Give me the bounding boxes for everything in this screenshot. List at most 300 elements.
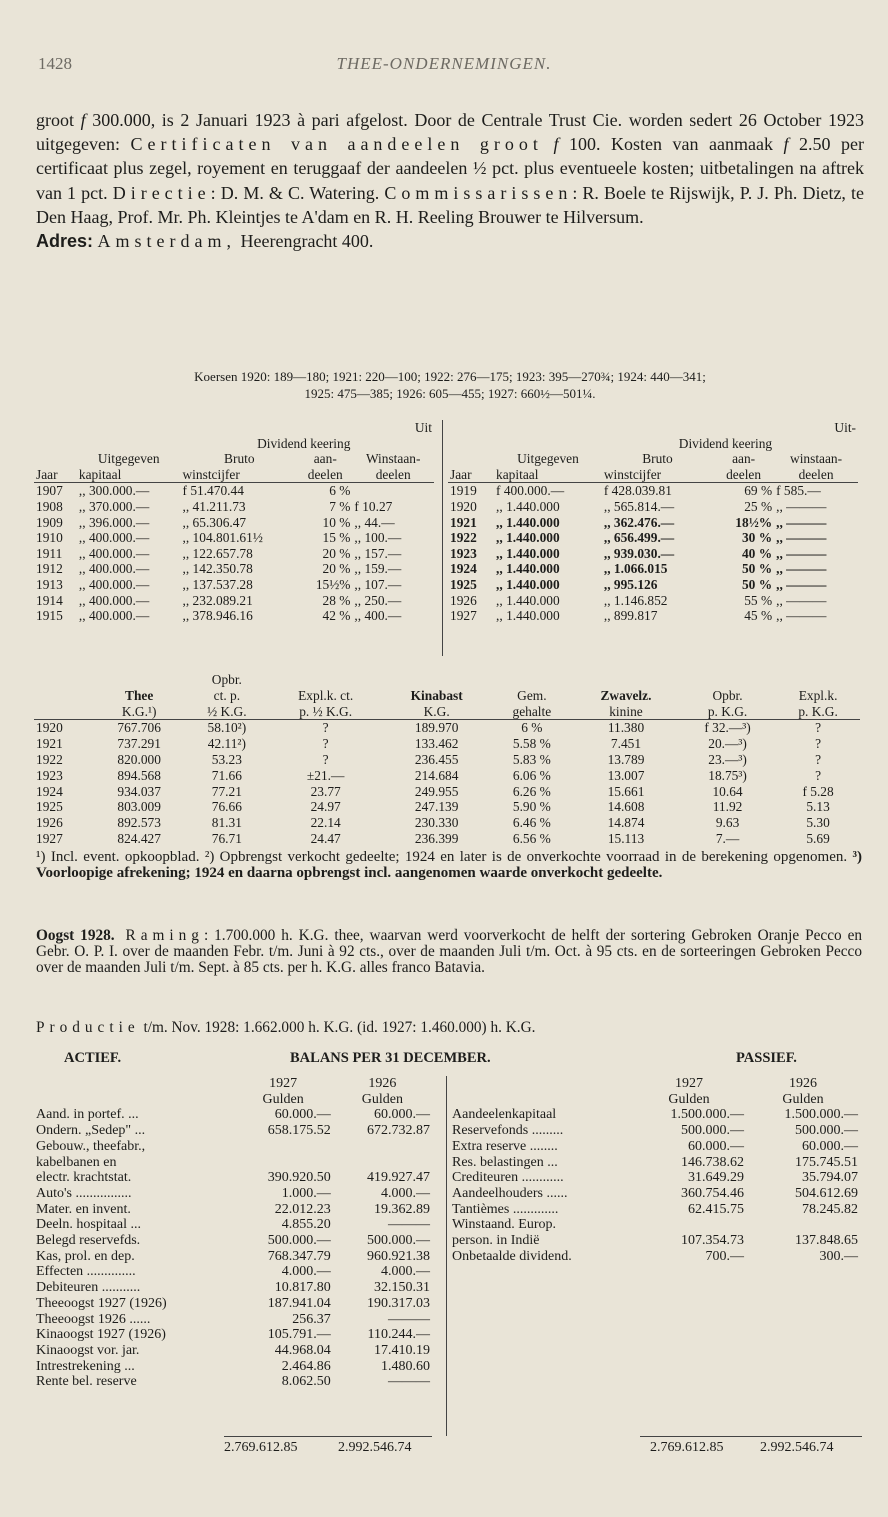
table-row: [34, 515, 434, 531]
value-cell: 76.66: [211, 799, 242, 815]
value-cell: 5.90 %: [512, 799, 551, 815]
value-1926: 110.244.—: [367, 1327, 430, 1343]
value-1927: 700.—: [705, 1248, 744, 1264]
value-1926: 190.317.03: [367, 1295, 430, 1311]
item-label: Aandeelenkapitaal: [452, 1107, 557, 1123]
table-row: [34, 1186, 432, 1202]
table-row: [450, 1107, 860, 1123]
year-cell: 1924: [450, 561, 477, 577]
capital-cell: ,, 1.440.000: [496, 545, 560, 561]
value-cell: 6.56 %: [512, 830, 551, 846]
item-label: Aandeelhouders ......: [452, 1185, 568, 1201]
value-1927: 768.347.79: [267, 1248, 331, 1264]
value-1926: [746, 1217, 860, 1233]
header-cell: Uit-: [834, 420, 856, 435]
item-label: Ondern. „Sedep" ...: [36, 1123, 146, 1139]
value-1927: [632, 1217, 746, 1233]
profit-cell: ,, 41.211.73: [182, 498, 246, 514]
value-1926: ———: [388, 1311, 430, 1327]
item-label: electr. krachtstat.: [36, 1170, 132, 1186]
profit-cell: f 51.470.44: [182, 483, 244, 499]
value-cell: 24.47: [310, 830, 341, 846]
table-row: [34, 1374, 432, 1390]
founders-share-cell: ,, ———: [776, 530, 827, 546]
header-cell: [494, 436, 602, 452]
table-row: [448, 515, 858, 531]
value-1927: 500.000.—: [681, 1123, 744, 1139]
value-cell: f 5.28: [802, 783, 834, 799]
value-cell: 249.955: [414, 783, 459, 799]
capital-cell: ,, 1.440.000: [496, 530, 560, 546]
year-cell: 1927: [36, 830, 63, 846]
year-cell: 1925: [36, 799, 63, 815]
header-cell: Dividend keering: [678, 435, 773, 451]
table-row: [34, 1107, 432, 1123]
header-cell: [774, 436, 858, 452]
founders-share-cell: [352, 483, 434, 499]
item-label: Theeoogst 1926 ......: [36, 1311, 151, 1327]
value-cell: 71.66: [211, 767, 242, 783]
item-label: Debiteuren ...........: [36, 1280, 141, 1296]
header-cell: Expl.k. ct.: [298, 687, 354, 703]
value-1926: 32.150.31: [374, 1280, 430, 1296]
value-cell: 53.23: [211, 751, 242, 767]
table-row: [34, 561, 434, 577]
profit-cell: ,, 1.066.015: [603, 561, 668, 577]
item-label: Tantièmes .............: [452, 1201, 559, 1217]
header-cell: [34, 672, 93, 688]
value-cell: 236.399: [414, 830, 459, 846]
value-1926: ———: [388, 1374, 430, 1390]
header-cell: deelen: [726, 466, 762, 482]
table-row: [34, 483, 434, 499]
item-label: Kinaoogst vor. jar.: [36, 1342, 140, 1358]
header-cell: [352, 436, 434, 452]
table-row: [34, 1312, 432, 1328]
value-cell: 5.30: [806, 815, 830, 831]
header-cell: aan-: [313, 451, 337, 467]
intro-paragraph: groot f 300.000, is 2 Januari 1923 à pari afgelost. Door de Centrale Trust Cie. worden sedert 26 October 1923 uitgegeven: Certificaten van aandeelen groot f 100. Kosten van aanmaak f 2.50 per certificaat plus zegel, royement en teruggaaf der aandeelen ½ pct. plus eventueele kosten; uitbetalingen na aftrek van 1 pct. Directie: D. M. & C. Watering. Commissarissen: R. Boele te Rijswijk, P. J. Ph. Dietz, te Den Haag, Prof. Mr. Ph. Kleintjes te A'dam en R. H. Reeling Brouwer te Hilversum. Adres: Amsterdam, Heerengracht 400.: [36, 110, 865, 252]
header-cell: K.G.¹): [121, 703, 157, 719]
value-cell: 13.789: [607, 751, 645, 767]
year-cell: 1926: [450, 592, 477, 608]
item-label: Kas, prol. en dep.: [36, 1248, 135, 1264]
year-cell: 1921: [36, 736, 63, 752]
header-cell: deelen: [375, 466, 411, 482]
header-cell: [181, 420, 299, 436]
header-cell: [448, 436, 494, 452]
running-title: THEE-ONDERNEMINGEN.: [336, 54, 552, 73]
dividend-cell: 45 %: [744, 608, 773, 624]
profit-cell: ,, 939.030.—: [603, 545, 675, 561]
table-row: [450, 1217, 860, 1233]
total-assets-1927: 2.769.612.85: [224, 1440, 298, 1455]
value-cell: 5.69: [806, 830, 830, 846]
header-cell: Bruto: [224, 451, 255, 467]
value-1927: 62.415.75: [688, 1201, 744, 1217]
dividend-cell: 10 %: [322, 514, 351, 530]
dividend-cell: 6 %: [329, 483, 351, 499]
value-1926: 19.362.89: [374, 1201, 430, 1217]
header-cell: [34, 1076, 233, 1092]
capital-cell: ,, 1.440.000: [496, 498, 560, 514]
dividend-cell: 15 %: [322, 530, 351, 546]
value-cell: 824.427: [117, 830, 161, 846]
value-1926: [333, 1155, 432, 1171]
table-row: [34, 1170, 432, 1186]
dividend-cell: 55 %: [744, 592, 773, 608]
founders-share-cell: ,, 157.—: [354, 545, 402, 561]
table-row: [448, 530, 858, 546]
column-divider: [442, 420, 443, 656]
founders-share-cell: f 585.—: [776, 483, 821, 499]
value-1926: 300.—: [819, 1248, 858, 1264]
balance-heading: [36, 1050, 862, 1070]
item-label: Extra reserve ........: [452, 1138, 558, 1154]
header-cell: Expl.k.: [798, 687, 838, 703]
value-cell: 214.684: [414, 767, 459, 783]
balance-assets: [34, 1076, 432, 1390]
header-cell: Uit: [414, 420, 432, 435]
table-row: [34, 546, 434, 562]
value-1927: [233, 1155, 332, 1171]
value-1927: 4.855.20: [281, 1217, 331, 1233]
dividend-cell: 25 %: [744, 498, 773, 514]
value-cell: f 32.—³): [704, 720, 751, 736]
value-cell: 58.10²): [207, 720, 247, 736]
profit-cell: ,, 899.817: [603, 608, 658, 624]
header-cell: [450, 1092, 632, 1108]
header-cell: [269, 672, 383, 688]
header-cell: Uitgegeven: [517, 451, 579, 467]
value-1927: 60.000.—: [688, 1138, 744, 1154]
share-prices: Koersen 1920: 189—180; 1921: 220—100; 1922: 276—175; 1923: 395—270¾; 1924: 440—341; 1925: 475—385; 1926: 605—455; 1927: 660½—501¼.: [194, 369, 706, 401]
year-cell: 1920: [450, 498, 477, 514]
header-cell: Gulden: [262, 1091, 304, 1107]
header-cell: p. K.G.: [707, 703, 748, 719]
value-cell: 230.330: [414, 815, 459, 831]
founders-share-cell: ,, 400.—: [354, 608, 402, 624]
year-cell: 1926: [36, 815, 63, 831]
value-cell: 11.380: [607, 720, 645, 736]
value-cell: 14.874: [607, 815, 645, 831]
header-cell: [448, 420, 494, 436]
founders-share-cell: ,, ———: [776, 576, 827, 592]
value-cell: 15.661: [607, 783, 645, 799]
page-header: [38, 54, 850, 78]
production-paragraph: Productie t/m. Nov. 1928: 1.662.000 h. K.G. (id. 1927: 1.460.000) h. K.G.: [36, 1019, 536, 1036]
table-row: [448, 608, 858, 624]
value-1926: 960.921.38: [367, 1248, 430, 1264]
value-1926: 175.745.51: [795, 1154, 858, 1170]
header-cell: deelen: [307, 466, 343, 482]
header-cell: Uitgegeven: [97, 451, 160, 467]
header-cell: 1926: [789, 1076, 817, 1091]
value-1926: 504.612.69: [795, 1185, 858, 1201]
table-row: [34, 1155, 432, 1171]
founders-share-cell: ,, 250.—: [354, 592, 402, 608]
item-label: Res. belastingen ...: [452, 1154, 558, 1170]
founders-share-cell: ,, ———: [776, 561, 827, 577]
table-row: [34, 608, 434, 624]
table-row: [34, 1296, 432, 1312]
value-1926: 4.000.—: [381, 1264, 430, 1280]
header-cell: [34, 436, 77, 452]
header-cell: Gulden: [668, 1091, 710, 1107]
header-cell: Bruto: [642, 451, 673, 467]
value-cell: ?: [815, 736, 822, 752]
year-cell: 1908: [36, 498, 63, 514]
founders-share-cell: ,, 44.—: [354, 514, 395, 530]
value-1926: 500.000.—: [795, 1123, 858, 1139]
header-cell: 1927: [675, 1076, 703, 1091]
profit-cell: ,, 565.814.—: [603, 498, 675, 514]
value-1927: 658.175.52: [267, 1123, 331, 1139]
value-cell: 892.573: [117, 815, 161, 831]
value-cell: 6.06 %: [512, 767, 551, 783]
balance-liabilities: [450, 1076, 860, 1264]
item-label: Kinaoogst 1927 (1926): [36, 1327, 166, 1343]
capital-cell: f 400.000.—: [496, 483, 565, 499]
header-cell: [491, 672, 573, 688]
value-cell: 820.000: [117, 751, 161, 767]
value-1927: 22.012.23: [274, 1201, 331, 1217]
value-1927: 60.000.—: [274, 1107, 331, 1123]
address-label: Adres:: [36, 231, 94, 252]
value-cell: 767.706: [117, 720, 161, 736]
header-cell: [93, 672, 185, 688]
header-cell: kapitaal: [496, 466, 539, 482]
balance-title: BALANS PER 31 DECEMBER.: [290, 1050, 491, 1066]
value-cell: 23.77: [310, 783, 341, 799]
table-row: [448, 546, 858, 562]
table-row: [34, 1139, 432, 1155]
value-cell: 236.455: [414, 751, 459, 767]
header-cell: [34, 1092, 233, 1108]
value-cell: 42.11²): [207, 736, 246, 752]
table-row: [448, 483, 858, 499]
profit-cell: ,, 232.089.21: [182, 592, 253, 608]
value-1926: 35.794.07: [802, 1170, 858, 1186]
value-cell: 13.007: [607, 767, 645, 783]
item-label: Crediteuren ............: [452, 1170, 564, 1186]
capital-cell: ,, 396.000.—: [78, 514, 150, 530]
profit-cell: ,, 104.801.61½: [182, 530, 263, 546]
year-cell: 1911: [36, 545, 63, 561]
header-cell: kinine: [609, 703, 643, 719]
page-number: 1428: [38, 54, 72, 73]
founders-share-cell: ,, 107.—: [354, 576, 402, 592]
header-cell: Gulden: [782, 1091, 824, 1107]
value-1926: 17.410.19: [374, 1342, 430, 1358]
value-1926: 137.848.65: [795, 1233, 858, 1249]
founders-share-cell: ,, ———: [776, 592, 827, 608]
value-1927: 44.968.04: [274, 1342, 331, 1358]
dividend-cell: 20 %: [322, 561, 351, 577]
dividend-cell: 50 %: [741, 576, 773, 592]
value-cell: 10.64: [712, 783, 743, 799]
total-assets-1926: 2.992.546.74: [338, 1440, 412, 1455]
address-street: Heerengracht 400.: [236, 231, 374, 252]
value-cell: 5.58 %: [512, 736, 551, 752]
header-cell: ½ K.G.: [207, 703, 247, 719]
table-row: [34, 1233, 432, 1249]
value-1927: 360.754.46: [681, 1185, 744, 1201]
year-cell: 1907: [36, 483, 63, 499]
header-cell: [450, 1076, 632, 1092]
dividend-cell: 18½%: [735, 514, 773, 530]
value-1927: 256.37: [292, 1311, 331, 1327]
profit-cell: ,, 995.126: [603, 576, 658, 592]
table-row: [34, 768, 860, 784]
year-cell: 1909: [36, 514, 63, 530]
production-yield-table: [34, 672, 860, 847]
header-cell: Thee: [125, 687, 154, 703]
item-label: person. in Indië: [452, 1233, 540, 1249]
value-cell: ?: [322, 720, 329, 736]
year-cell: 1915: [36, 608, 63, 624]
value-cell: 14.608: [607, 799, 645, 815]
capital-cell: ,, 400.000.—: [78, 561, 150, 577]
value-1926: 78.245.82: [802, 1201, 858, 1217]
value-cell: 5.83 %: [512, 751, 551, 767]
footnotes: ¹) Incl. event. opkoopblad. ²) Opbrengst verkocht gedeelte; 1924 en later is de onverkochte voorraad in de berekening opgenomen. ³) Voorloopige afrekening; 1924 en daarna opbrengst incl. aangenomen waarde onverkocht gedeelte.: [36, 849, 862, 882]
value-1927: 1.500.000.—: [670, 1107, 744, 1123]
profit-cell: ,, 65.306.47: [182, 514, 247, 530]
value-1926: 60.000.—: [802, 1138, 858, 1154]
dividend-table-right: [448, 420, 858, 624]
header-cell: kapitaal: [78, 466, 122, 482]
founders-share-cell: ,, ———: [776, 514, 827, 530]
item-label: Gebouw., theefabr.,: [36, 1138, 146, 1154]
value-cell: 189.970: [414, 720, 459, 736]
table-row: [34, 577, 434, 593]
item-label: kabelbanen en: [36, 1154, 117, 1170]
value-1927: 500.000.—: [267, 1233, 331, 1249]
year-cell: 1921: [450, 514, 477, 530]
header-cell: [776, 672, 860, 688]
dividend-cell: 69 %: [744, 483, 773, 499]
value-1927: 4.000.—: [281, 1264, 331, 1280]
value-1926: ———: [388, 1217, 430, 1233]
item-label: Auto's ................: [36, 1185, 132, 1201]
capital-cell: ,, 1.440.000: [496, 592, 560, 608]
capital-cell: ,, 1.440.000: [496, 608, 560, 624]
total-rule-right: [640, 1436, 862, 1437]
harvest-label: Oogst 1928.: [36, 927, 115, 944]
header-cell: Opbr.: [712, 687, 743, 703]
value-1927: 10.817.80: [274, 1280, 331, 1296]
year-cell: 1925: [450, 576, 477, 592]
table-row: [34, 799, 860, 815]
value-1927: 105.791.—: [267, 1327, 331, 1343]
value-cell: ±21.—: [306, 767, 345, 783]
value-cell: 894.568: [117, 767, 161, 783]
item-label: Aand. in portef. ...: [36, 1107, 139, 1123]
founders-share-cell: ,, ———: [776, 608, 827, 624]
value-cell: 7.—: [715, 830, 740, 846]
header-cell: gehalte: [512, 703, 552, 719]
item-label: Effecten ..............: [36, 1264, 136, 1280]
dividend-table-left: [34, 420, 434, 624]
value-cell: 76.71: [211, 830, 242, 846]
value-cell: 77.21: [211, 783, 242, 799]
table-row: [34, 1217, 432, 1233]
actief-label: ACTIEF.: [64, 1050, 122, 1066]
value-cell: 20.—³): [708, 736, 747, 752]
capital-cell: ,, 400.000.—: [78, 530, 150, 546]
dividend-cell: 7 %: [329, 498, 351, 514]
header-cell: Opbr.: [211, 672, 242, 687]
value-1926: 500.000.—: [367, 1233, 430, 1249]
header-cell: Dividend keering: [257, 435, 351, 451]
header-cell: aan-: [732, 451, 756, 467]
header-cell: [602, 420, 713, 436]
value-1926: [333, 1139, 432, 1155]
value-cell: 6.26 %: [512, 783, 551, 799]
capital-cell: ,, 370.000.—: [78, 498, 150, 514]
item-label: Rente bel. reserve: [36, 1374, 137, 1390]
header-cell: [448, 451, 494, 467]
dividend-cell: 50 %: [741, 561, 773, 577]
value-cell: 22.14: [310, 815, 341, 831]
table-row: [448, 577, 858, 593]
table-row: [450, 1139, 860, 1155]
table-row: [450, 1186, 860, 1202]
year-cell: 1919: [450, 483, 477, 499]
table-row: [448, 561, 858, 577]
header-cell: [679, 672, 776, 688]
founders-share-cell: ,, 100.—: [354, 530, 402, 546]
header-cell: [34, 420, 77, 436]
value-1927: 8.062.50: [281, 1374, 331, 1390]
item-label: Winstaand. Europ.: [452, 1217, 557, 1233]
item-label: Mater. en invent.: [36, 1201, 131, 1217]
value-cell: ?: [322, 736, 329, 752]
value-cell: 24.97: [310, 799, 341, 815]
founders-share-cell: ,, 159.—: [354, 561, 402, 577]
table-row: [34, 499, 434, 515]
value-cell: 133.462: [414, 736, 459, 752]
capital-cell: ,, 1.440.000: [496, 576, 560, 592]
founders-share-cell: f 10.27: [354, 498, 393, 514]
value-cell: 18.75³): [708, 767, 747, 783]
value-1927: 146.738.62: [681, 1154, 744, 1170]
header-cell: Zwavelz.: [600, 687, 652, 703]
value-1927: 31.649.29: [688, 1170, 744, 1186]
value-1926: 60.000.—: [374, 1107, 430, 1123]
value-cell: 11.92: [712, 799, 743, 815]
header-cell: 1927: [269, 1076, 298, 1091]
year-cell: 1920: [36, 720, 63, 736]
value-cell: 15.113: [607, 830, 645, 846]
year-cell: 1912: [36, 561, 63, 577]
value-1927: 390.920.50: [267, 1170, 331, 1186]
table-row: [34, 1327, 432, 1343]
founders-share-cell: ,, ———: [776, 498, 827, 514]
profit-cell: ,, 362.476.—: [603, 514, 675, 530]
value-cell: ?: [815, 720, 822, 736]
dividend-cell: 30 %: [741, 530, 773, 546]
value-cell: 803.009: [117, 799, 161, 815]
header-cell: [494, 420, 602, 436]
header-cell: winstcijfer: [182, 466, 240, 482]
profit-cell: ,, 137.537.28: [182, 576, 253, 592]
item-label: Reservefonds .........: [452, 1123, 564, 1139]
value-1927: [233, 1139, 332, 1155]
capital-cell: ,, 400.000.—: [78, 576, 150, 592]
table-row: [34, 784, 860, 800]
